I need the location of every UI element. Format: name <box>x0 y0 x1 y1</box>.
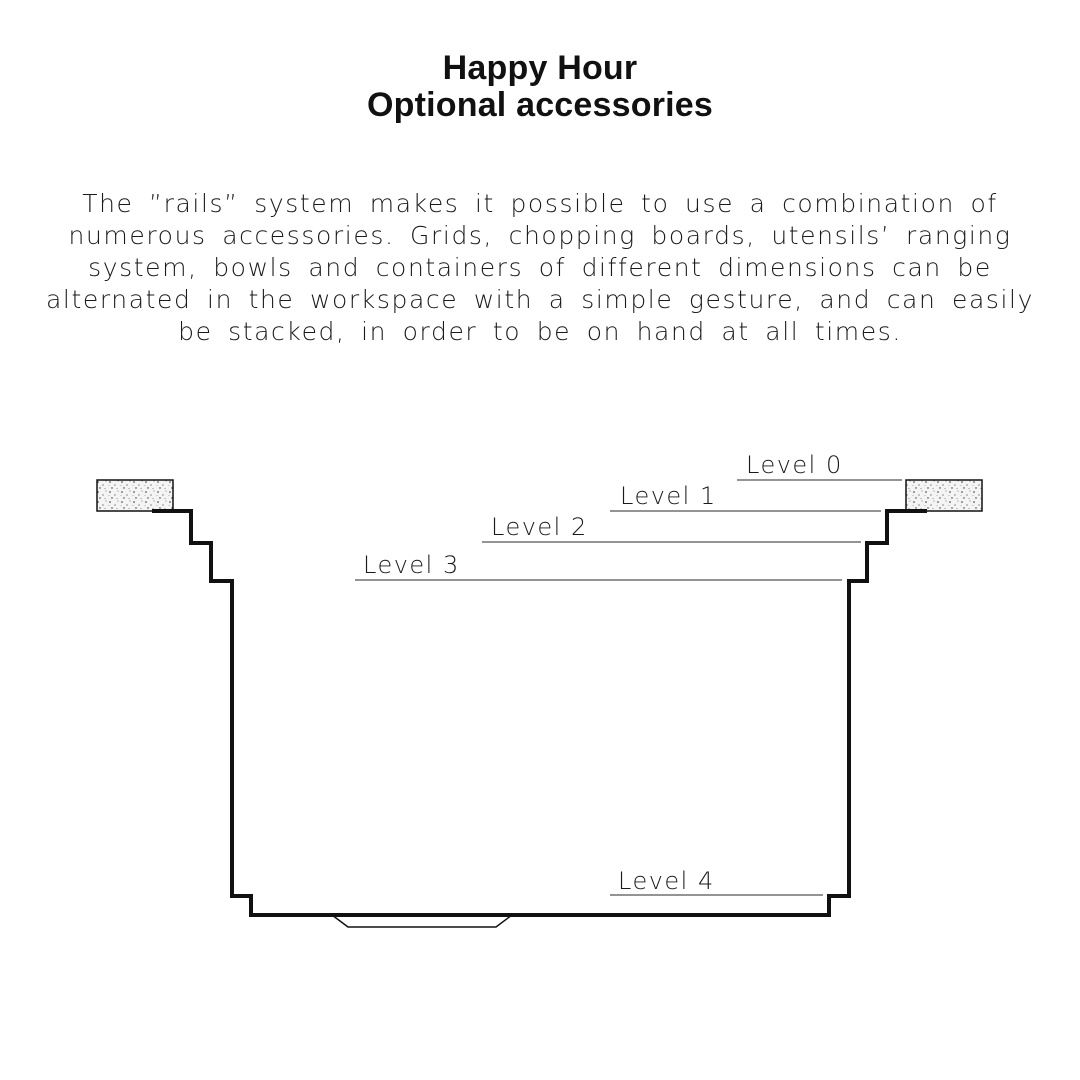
level-1-label: Level 1 <box>620 482 717 510</box>
description-text: The ”rails” system makes it possible to use a combination of numerous accessories. Grids, chopping boards, utensils’ ranging system, bowls and containers of different dimensions can be alternated in the workspace with a simple gesture, and can easily be stacked, in order to be on hand at all times. <box>46 189 1034 346</box>
level-3-label: Level 3 <box>363 551 460 579</box>
countertop-right <box>906 480 982 511</box>
level-4-label: Level 4 <box>618 867 715 895</box>
sink-basin-outline <box>152 511 927 915</box>
title-line-1: Happy Hour <box>442 49 638 87</box>
level-0-label: Level 0 <box>746 451 843 479</box>
level-2-label: Level 2 <box>491 513 588 541</box>
countertop-left <box>97 480 173 511</box>
title-line-2: Optional accessories <box>366 86 714 124</box>
